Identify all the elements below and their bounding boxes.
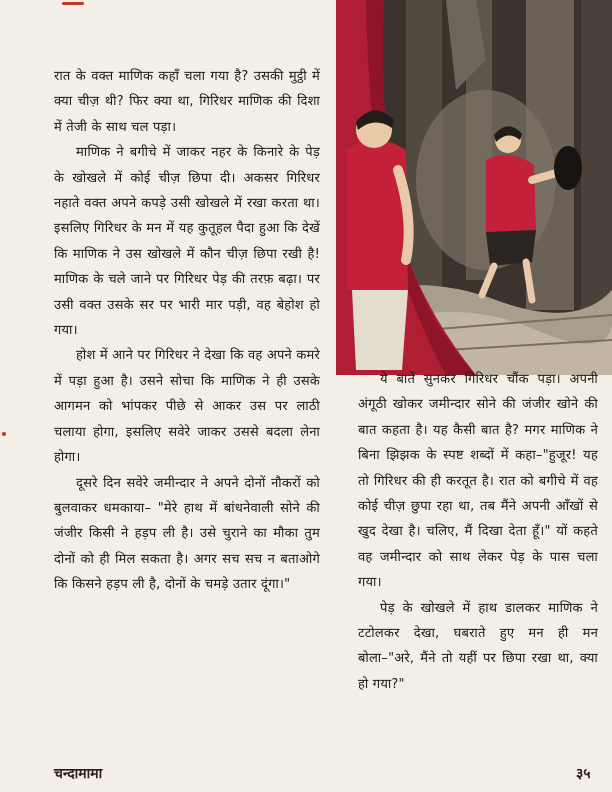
print-mark	[62, 2, 84, 5]
paragraph: ये बातें सुनकर गिरिधर चौंक पड़ा। अपनी अंगूठी खोकर जमीन्दार सोने की जंजीर खोने की बात कहता है। यह कैसी बात है? मगर माणिक ने बिना झिझक के स्पष्ट शब्दों में कहा–"हुजूर! यह तो गिरिधर की ही करतूत है। रात को बगीचे में वह कोई चीज़ छुपा रहा था, तब मैंने अपनी आँखों से खुद देखा है। चलिए, मैं दिखा देता हूँ।" यों कहते वह जमीन्दार को साथ लेकर पेड़ के पास चला गया।	[358, 372, 598, 591]
paragraph: दूसरे दिन सवेरे जमीन्दार ने अपने दोनों नौकरों को बुलवाकर धमकाया– "मेरे हाथ में बांधनेवाली सोने की जंजीर किसी ने हड़प ली है। उसे चुराने का मौका तुम दोनों को ही मिल सकता है। अगर सच सच न बताओगे कि किसने हड़प ली है, दोनों के चमड़े उतार दूंगा।"	[54, 475, 320, 593]
right-text-column	[358, 367, 598, 697]
magazine-title: चन्दामामा	[54, 766, 103, 782]
paragraph: रात के वक्त माणिक कहाँ चला गया है? उसकी मुट्ठी में क्या चीज़ थी? फिर क्या था, गिरिधर माणिक की दिशा में तेजी के साथ चल पड़ा।	[54, 69, 320, 135]
print-mark	[2, 432, 6, 436]
paragraph: माणिक ने बगीचे में जाकर नहर के किनारे के पेड़ के खोखले में कोई चीज़ छिपा दी। अकसर गिरिधर नहाते वक्त अपने कपड़े उसी खोखले में रखा करता था। इसलिए गिरिधर के मन में यह कुतूहल पैदा हुआ कि देखें कि माणिक ने उस खोखले में कौन चीज़ छिपा रखी है! माणिक के चले जाने पर गिरिधर पेड़ की तरफ़ बढ़ा। पर उसी वक्त उसके सर पर भारी मार पड़ी, वह बेहोश हो गया।	[54, 145, 320, 339]
paragraph: होश में आने पर गिरिधर ने देखा कि वह अपने कमरे में पड़ा हुआ है। उसने सोचा कि माणिक ने ही उसके आगमन को भांपकर पीछे से आकर उस पर लाठी चलाया होगा, इसलिए सवेरे जाकर उससे बदला लेना होगा।	[54, 348, 320, 466]
forest-scene-image	[336, 0, 612, 375]
page-number: ३५	[576, 766, 591, 782]
paragraph: पेड़ के खोखले में हाथ डालकर माणिक ने टटोलकर देखा, घबराते हुए मन ही मन बोला–"अरे, मैंने तो यहीं पर छिपा रखा था, क्या हो गया?"	[358, 600, 598, 692]
left-text-column	[54, 64, 320, 598]
story-illustration	[336, 0, 612, 375]
